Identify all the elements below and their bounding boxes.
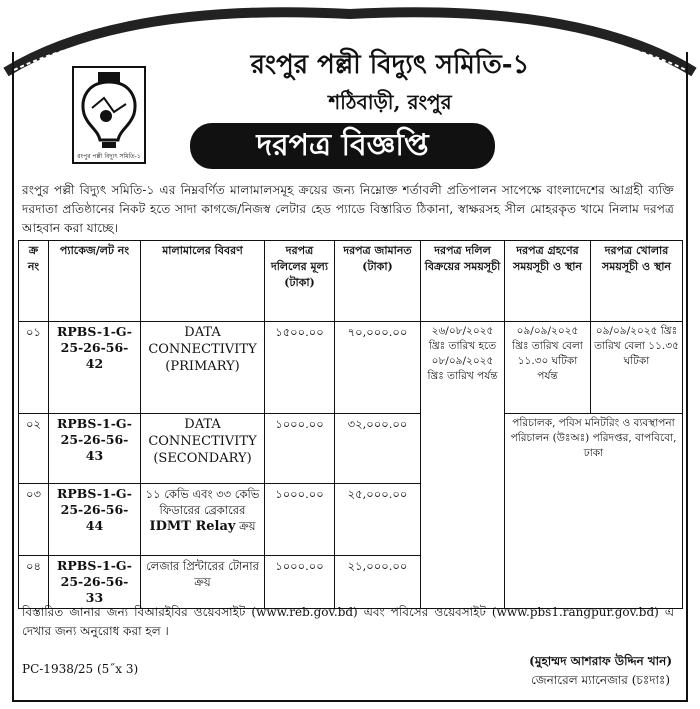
col-header-opening: দরপত্র খোলার সময়সূচী ও স্থান	[591, 241, 683, 322]
row-security: ২৫,০০০.০০	[335, 484, 421, 556]
row-description: লেজার প্রিন্টারের টোনার ক্রয়	[141, 556, 265, 609]
signatory-name: (মুহাম্মদ আশরাফ উদ্দিন খান)	[529, 654, 672, 668]
table-header-row	[19, 241, 683, 322]
table-row	[19, 414, 683, 484]
row-description: DATA CONNECTIVITY (SECONDARY)	[141, 414, 265, 484]
intro-paragraph: রংপুর পল্লী বিদ্যুৎ সমিতি-১ এর নিম্নবর্ণিত মালামালসমূহ ক্রয়ের জন্য নিম্নোক্ত শর্তাবলী প্রতিপালন সাপেক্ষে বাংলাদেশের আগ্রহী ব্যক্তি দরদাতা প্রতিষ্ঠানের নিকট হতে সাদা কাগজে/নিজস্ব লেটার হেড প্যাডে বিস্তারিত ঠিকানা, স্বাক্ষরসহ সীল মোহরকৃত খামে নিলাম দরপত্র আহবান করা যাচ্ছে।	[22, 183, 674, 235]
row-sl: ০২	[19, 414, 49, 484]
row-description-bn: ১১ কেভি এবং ৩৩ কেভি ফিডারের ব্রেকারের	[145, 487, 260, 517]
row-package: RPBS-1-G-25-26-56-44	[49, 484, 141, 556]
row-doc-price: ১০০০.০০	[265, 556, 335, 609]
row-package: RPBS-1-G-25-26-56-33	[49, 556, 141, 609]
col-header-doc-price: দরপত্র দলিলের মূল্য (টাকা)	[265, 241, 335, 322]
col-header-package: প্যাকেজ/লট নং	[49, 241, 141, 322]
table-row	[19, 322, 683, 414]
row-description-tail: ক্রয়	[239, 519, 256, 533]
col-header-sale-schedule: দরপত্র দলিল বিক্রয়ের সময়সূচী	[421, 241, 505, 322]
row-sl: ০১	[19, 322, 49, 414]
logo-text: রংপুর পল্লী বিদ্যুৎ সমিতি-১	[77, 153, 141, 160]
row-security: ৭০,০০০.০০	[335, 322, 421, 414]
signature-block	[529, 652, 672, 690]
col-header-security: দরপত্র জামানত (টাকা)	[335, 241, 421, 322]
row-doc-price: ১৫০০.০০	[265, 322, 335, 414]
row-description	[141, 484, 265, 556]
receipt-schedule: ০৯/০৯/২০২৫ খ্রিঃ তারিখ বেলা ১১.৩০ ঘটিকা পর্যন্ত	[505, 322, 591, 414]
opening-schedule: ০৯/০৯/২০২৫ খ্রিঃ তারিখ বেলা ১১.৩৫ ঘটিকা	[591, 322, 683, 414]
signatory-title: জেনারেল ম্যানেজার (চঃদাঃ)	[531, 673, 671, 687]
row-doc-price: ১০০০.০০	[265, 484, 335, 556]
col-header-description: মালামালের বিবরণ	[141, 241, 265, 322]
footer-paragraph: বিস্তারিত জানার জন্য বিআরইবির ওয়েবসাইট (www.reb.gov.bd) এবং পবিসের ওয়েবসাইট (www.pbs1.rangpur.gov.bd) এ দেখার জন্য অনুরোধ করা হল ।	[22, 605, 674, 638]
col-header-receipt: দরপত্র গ্রহণের সময়সূচী ও স্থান	[505, 241, 591, 322]
tender-table	[18, 240, 683, 609]
org-location: শঠিবাড়ী, রংপুর	[328, 90, 452, 114]
row-package: RPBS-1-G-25-26-56-42	[49, 322, 141, 414]
row-description-en: IDMT Relay	[149, 519, 236, 534]
row-security: ২১,০০০.০০	[335, 556, 421, 609]
notice-title: দরপত্র বিজ্ঞপ্তি	[190, 123, 495, 169]
col-header-sl: ক্র নং	[19, 241, 49, 322]
row-package: RPBS-1-G-25-26-56-43	[49, 414, 141, 484]
submission-place: পরিচালক, পবিস মনিটরিং ও ব্যবস্থাপনা পরিচালন (উঃঅঃ) পরিদপ্তর, বাপবিবো, ঢাকা	[505, 414, 683, 609]
org-name: রংপুর পল্লী বিদ্যুৎ সমিতি-১	[250, 50, 530, 80]
row-security: ৩২,০০০.০০	[335, 414, 421, 484]
organization-logo	[72, 66, 146, 164]
row-sl: ০৩	[19, 484, 49, 556]
row-sl: ০৪	[19, 556, 49, 609]
row-doc-price: ১০০০.০০	[265, 414, 335, 484]
row-description: DATA CONNECTIVITY (PRIMARY)	[141, 322, 265, 414]
pc-code: PC-1938/25 (5˝x 3)	[22, 662, 139, 676]
sale-schedule: ২৬/০৮/২০২৫ খ্রিঃ তারিখ হতে ০৮/০৯/২০২৫ খ্রিঃ তারিখ পর্যন্ত	[421, 322, 505, 609]
